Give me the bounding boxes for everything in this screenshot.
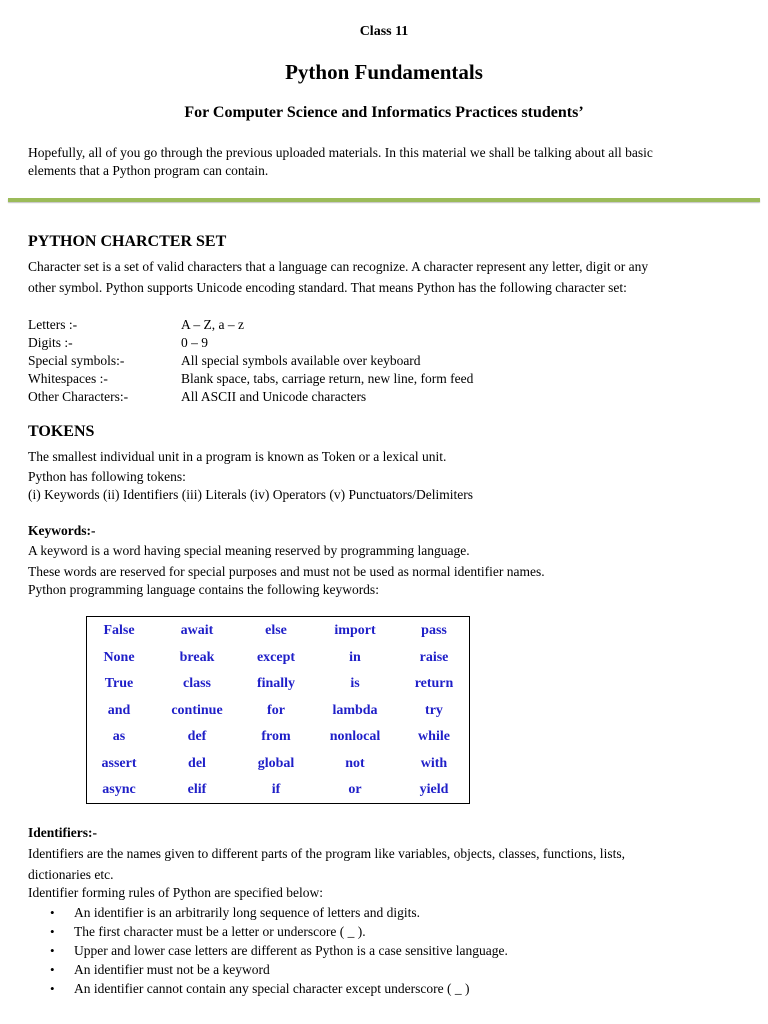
page-title: Python Fundamentals [285,60,483,84]
keyword-cell: while [418,729,450,744]
keyword-cell: lambda [332,703,378,718]
rule-text: The first character must be a letter or underscore ( _ ). [74,924,366,939]
charset-para-2: other symbol. Python supports Unicode encoding standard. That means Python has the following character set: [28,280,627,295]
list-item [28,979,508,998]
keyword-cell: await [180,623,214,638]
keyword-cell: global [257,756,295,771]
charset-label-letters: Letters :- [28,317,78,332]
bullet-icon: • [50,962,55,977]
keyword-cell: elif [187,782,207,797]
keywords-line-1: A keyword is a word having special meaning reserved by programming language. [28,543,470,558]
list-item [28,960,508,979]
keyword-cell: class [183,676,211,691]
bullet-icon: • [50,943,55,958]
identifiers-line-3: Identifier forming rules of Python are specified below: [28,885,324,900]
charset-label-special: Special symbols:- [28,353,125,368]
keyword-cell: True [104,676,134,691]
keyword-cell: try [425,703,443,718]
bullet-icon: • [50,924,55,939]
keyword-cell: pass [421,623,447,638]
intro-line-2: elements that a Python program can contain. [28,163,269,178]
keyword-cell: yield [419,782,449,797]
tokens-line-3: (i) Keywords (ii) Identifiers (iii) Literals (iv) Operators (v) Punctuators/Delimiters [28,487,473,502]
keyword-cell: and [107,703,131,718]
keyword-cell: None [103,650,135,665]
rule-text: An identifier cannot contain any special character except underscore ( _ ) [74,981,470,996]
list-item [28,922,508,941]
keyword-cell: def [187,729,207,744]
section-divider [8,198,760,202]
keyword-cell: finally [256,676,296,691]
keyword-cell: from [261,729,291,744]
keyword-cell: break [179,650,215,665]
keyword-cell: for [267,703,285,718]
keyword-cell: except [256,650,296,665]
charset-value-digits: 0 – 9 [181,335,208,350]
bullet-icon: • [50,981,55,996]
tokens-line-2: Python has following tokens: [28,469,186,484]
keyword-cell: in [349,650,361,665]
keyword-cell: raise [419,650,449,665]
keywords-heading: Keywords:- [28,523,96,538]
charset-label-whitespace: Whitespaces :- [28,371,108,386]
rule-text: An identifier is an arbitrarily long sequence of letters and digits. [74,905,421,920]
keywords-line-2: These words are reserved for special purposes and must not be used as normal identifier names. [28,564,545,579]
tokens-line-1: The smallest individual unit in a program is known as Token or a lexical unit. [28,449,447,464]
keyword-cell: as [112,729,126,744]
list-item [28,941,508,960]
charset-label-digits: Digits :- [28,335,73,350]
rule-text: Upper and lower case letters are different as Python is a case sensitive language. [74,943,508,958]
keyword-cell: async [102,782,136,797]
identifiers-line-1: Identifiers are the names given to different parts of the program like variables, objects, classes, functions, lists, [28,846,625,861]
keyword-cell: not [345,756,365,771]
identifiers-heading: Identifiers:- [28,825,97,840]
keyword-cell: is [350,676,360,691]
identifiers-line-2: dictionaries etc. [28,867,114,882]
keyword-cell: assert [101,756,137,771]
class-label: Class 11 [359,24,409,39]
keyword-cell: continue [171,703,223,718]
page-subtitle: For Computer Science and Informatics Practices students’ [184,104,584,121]
rule-text: An identifier must not be a keyword [74,962,270,977]
intro-line-1: Hopefully, all of you go through the previous uploaded materials. In this material we shall be talking about all basic [28,145,653,160]
keyword-cell: nonlocal [329,729,381,744]
charset-value-letters: A – Z, a – z [181,317,244,332]
keyword-cell: False [103,623,135,638]
keywords-line-3: Python programming language contains the following keywords: [28,582,379,597]
keyword-cell: del [188,756,206,771]
identifier-rules-list [28,903,508,998]
keyword-cell: with [420,756,448,771]
keyword-cell: import [334,623,376,638]
charset-heading: PYTHON CHARCTER SET [28,233,227,250]
charset-para-1: Character set is a set of valid characters that a language can recognize. A character represent any letter, digit or any [28,259,649,274]
keyword-cell: or [348,782,362,797]
tokens-heading: TOKENS [28,423,95,440]
keyword-cell: return [414,676,454,691]
charset-value-special: All special symbols available over keyboard [181,353,421,368]
bullet-icon: • [50,905,55,920]
list-item [28,903,508,922]
charset-value-other: All ASCII and Unicode characters [181,389,367,404]
keyword-cell: if [271,782,281,797]
keyword-cell: else [265,623,287,638]
keywords-table [86,616,470,804]
charset-value-whitespace: Blank space, tabs, carriage return, new line, form feed [181,371,474,386]
charset-label-other: Other Characters:- [28,389,129,404]
